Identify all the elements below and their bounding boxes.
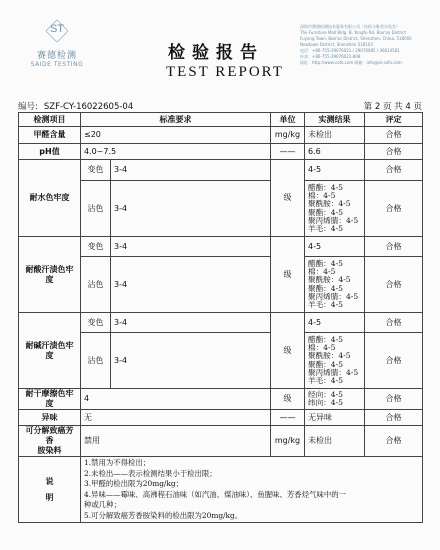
table-header: [19, 113, 423, 127]
standard-cell: 4.0~7.5: [81, 144, 271, 160]
header-result: 实测结果: [305, 113, 365, 127]
result-line: 聚酰胺：4-5: [308, 275, 351, 285]
note-line: 种或几种；: [84, 500, 121, 509]
standard-cell: 3-4: [111, 237, 271, 257]
table-row: [19, 144, 423, 160]
result-cell: 4-5: [305, 313, 365, 333]
result-line: 经向：4-5: [308, 389, 344, 399]
result-line: 聚丙烯腈：4-5: [308, 291, 359, 301]
address-line: 电话：+86-755-29076021 / 29076085 / 36614581: [300, 48, 400, 53]
result-cell: 4-5: [305, 237, 365, 257]
address-line: The Furniture Mall Bldg. B, Yongfu Rd. Bao'an District: [300, 30, 406, 35]
result-line: 聚酰胺：4-5: [308, 351, 351, 361]
result-cell: [305, 389, 365, 410]
verdict-cell: 合格: [365, 160, 423, 181]
table-row: [19, 237, 423, 257]
verdict-cell: 合格: [365, 313, 423, 333]
result-line: 羊毛：4-5: [308, 300, 344, 310]
logo-name-en: SAIDE TESTING: [30, 61, 84, 68]
unit-cell: 级: [271, 237, 305, 313]
address-line: 深圳市赛德检测技术服务有限公司（纺织与鞋类实验室）: [300, 24, 400, 29]
results-table: [18, 112, 423, 523]
result-line: 羊毛：4-5: [308, 224, 344, 234]
sub-item-cell: 沾色: [81, 181, 111, 237]
item-cell: 耐酸汗渍色牢度: [19, 237, 81, 313]
sub-item-cell: 沾色: [81, 333, 111, 389]
result-line: 纬向：4-5: [308, 398, 344, 407]
result-cell: 未检出: [305, 127, 365, 144]
company-logo: [22, 20, 92, 68]
table-row: [19, 313, 423, 333]
item-cell: 耐干摩擦色牢度: [19, 389, 81, 410]
notes-row: [19, 457, 423, 523]
item-cell: [19, 426, 81, 457]
unit-cell: ——: [271, 144, 305, 160]
unit-cell: 级: [271, 160, 305, 237]
item-line: 可分解致癌芳香: [25, 426, 74, 445]
table-row: [19, 426, 423, 457]
verdict-cell: 合格: [365, 127, 423, 144]
table-row: [19, 389, 423, 410]
verdict-cell: 合格: [365, 426, 423, 457]
sub-item-cell: 变色: [81, 237, 111, 257]
unit-cell: ——: [271, 410, 305, 426]
note-line: 4.异味——霉味、高沸程石油味（如汽油、煤油味）、鱼腥味、芳香烃气味中的一: [84, 489, 347, 499]
table-row: [19, 410, 423, 426]
result-cell: [305, 257, 365, 313]
unit-cell: mg/kg: [271, 127, 305, 144]
result-cell: 4-5: [305, 160, 365, 181]
result-line: 聚丙烯腈：4-5: [308, 367, 359, 377]
result-line: 羊毛：4-5: [308, 376, 344, 386]
standard-cell: 3-4: [111, 181, 271, 237]
result-line: 棉：4-5: [308, 342, 336, 352]
unit-cell: mg/kg: [271, 426, 305, 457]
result-line: 醋酯：4-5: [308, 182, 344, 192]
verdict-cell: 合格: [365, 389, 423, 410]
table-row: [19, 127, 423, 144]
standard-cell: 3-4: [111, 313, 271, 333]
unit-cell: 级: [271, 389, 305, 410]
result-cell: [305, 181, 365, 237]
item-cell: 甲醛含量: [19, 127, 81, 144]
result-line: 醋酯：4-5: [308, 258, 344, 268]
page-indicator: 第 2 页 共 4 页: [363, 102, 422, 112]
result-cell: [305, 333, 365, 389]
result-line: 聚丙烯腈：4-5: [308, 215, 359, 225]
header-verdict: 评定: [365, 113, 423, 127]
verdict-cell: 合格: [365, 181, 423, 237]
report-number-value: SZF-CY-16022605-04: [43, 102, 134, 112]
result-cell: 未检出: [305, 426, 365, 457]
item-cell: 耐碱汗渍色牢度: [19, 313, 81, 389]
verdict-cell: 合格: [365, 237, 423, 257]
title-cn: 检验报告: [168, 43, 264, 63]
verdict-cell: 合格: [365, 257, 423, 313]
result-line: 聚酯：4-5: [308, 207, 344, 217]
address-line: 传真：+86-755-29076021-808: [300, 54, 361, 59]
note-line: 5.可分解致癌芳香胺染料的检出限为20mg/kg。: [84, 510, 243, 520]
title-en: TEST REPORT: [166, 64, 284, 80]
sub-item-cell: 沾色: [81, 257, 111, 313]
result-cell: 无异味: [305, 410, 365, 426]
company-address: [300, 24, 430, 66]
standard-cell: 禁用: [81, 426, 271, 457]
result-cell: 6.6: [305, 144, 365, 160]
verdict-cell: 合格: [365, 410, 423, 426]
result-line: 聚酯：4-5: [308, 359, 344, 369]
item-cell: 异味: [19, 410, 81, 426]
verdict-cell: 合格: [365, 333, 423, 389]
address-line: Fuyong Town, Bao'an District, Shenzhen, China. 518000: [300, 36, 412, 41]
result-line: 聚酰胺：4-5: [308, 199, 351, 209]
notes-label: [19, 457, 81, 523]
note-line: 3.甲醛的检出限为20mg/kg；: [84, 479, 184, 488]
item-cell: 耐水色牢度: [19, 160, 81, 237]
sub-item-cell: 变色: [81, 160, 111, 181]
standard-cell: 4: [81, 389, 271, 410]
note-line: 1.禁用为不得检出；: [84, 458, 151, 467]
report-number: [18, 100, 133, 112]
header-standard: 标准要求: [81, 113, 271, 127]
standard-cell: 3-4: [111, 257, 271, 313]
result-line: 聚酯：4-5: [308, 283, 344, 293]
logo-mark: ST: [44, 20, 70, 42]
standard-cell: 3-4: [111, 333, 271, 389]
notes-label-line: 明: [45, 492, 54, 502]
result-line: 醋酯：4-5: [308, 334, 344, 344]
standard-cell: 3-4: [111, 160, 271, 181]
item-cell: pH值: [19, 144, 81, 160]
verdict-cell: 合格: [365, 144, 423, 160]
logo-name-cn: 赛德检测: [36, 51, 77, 61]
notes-label-line: 说: [45, 476, 54, 486]
header-item: 检测项目: [19, 113, 81, 127]
address-line: Newtown District, Shenzhen 518103: [300, 42, 373, 47]
standard-cell: 无: [81, 410, 271, 426]
note-line: 2.未检出——表示检测结果小于检出限；: [84, 468, 217, 478]
result-line: 棉：4-5: [308, 190, 336, 200]
address-line: 网址：http://www.cofo.com 邮箱：info@sz-sofo.com: [300, 60, 402, 65]
unit-cell: 级: [271, 313, 305, 389]
report-number-label: 编号:: [18, 102, 38, 112]
header-unit: 单位: [271, 113, 305, 127]
standard-cell: ≤20: [81, 127, 271, 144]
sub-item-cell: 变色: [81, 313, 111, 333]
table-row: [19, 160, 423, 181]
result-line: 棉：4-5: [308, 266, 336, 276]
item-line: 胺染料: [37, 446, 62, 455]
notes-content: [81, 457, 423, 523]
